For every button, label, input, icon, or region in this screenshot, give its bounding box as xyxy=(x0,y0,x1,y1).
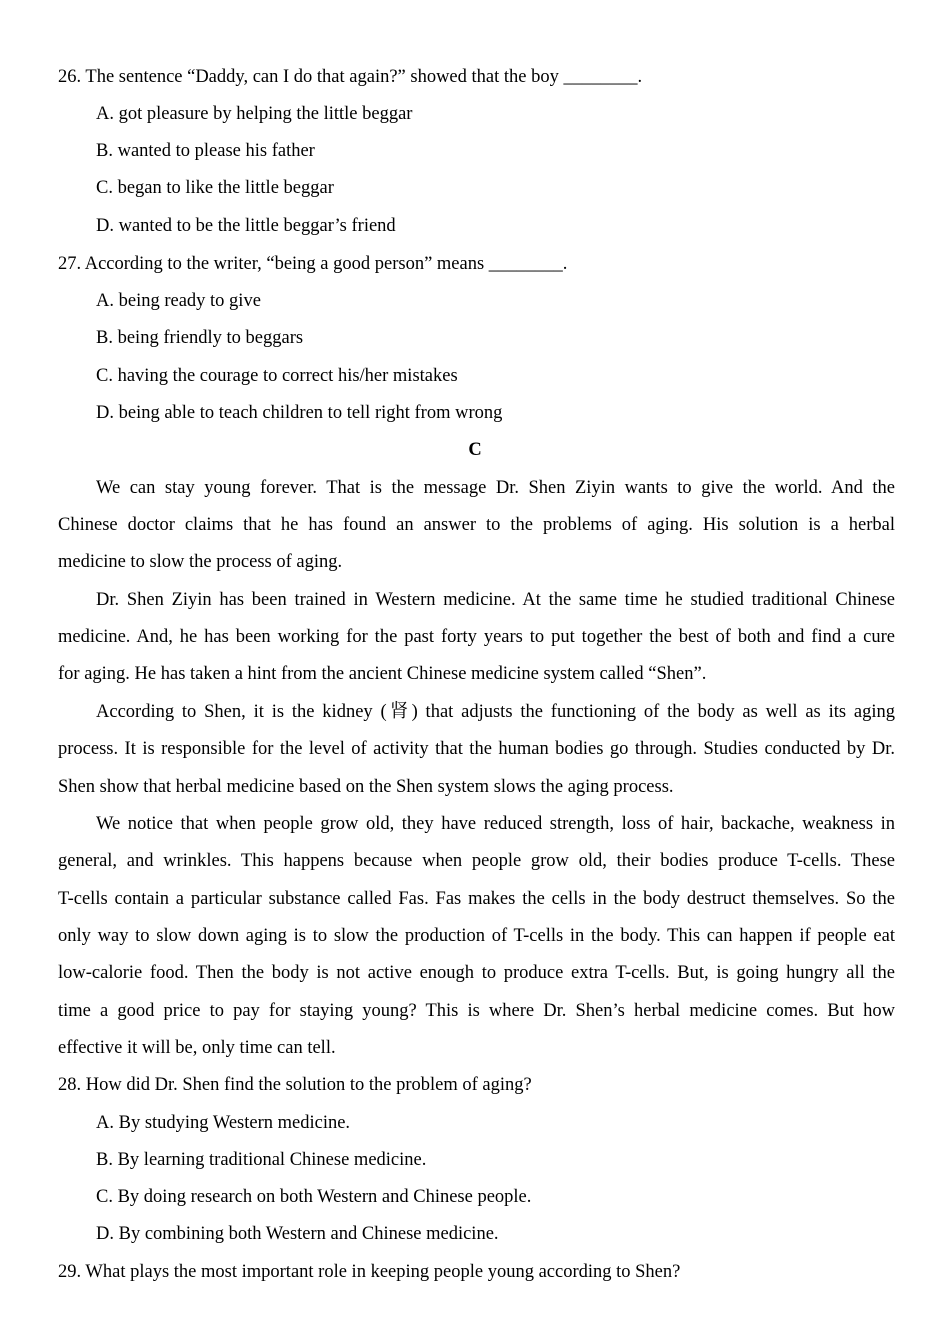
question-27-stem: 27. According to the writer, “being a good person” means ________. xyxy=(58,254,568,274)
passage-line: only way to slow down aging is to slow the production of T-cells in the body. This can happen if people eat xyxy=(58,926,895,946)
question-27-option-c: C. having the courage to correct his/her mistakes xyxy=(96,366,458,386)
question-26-option-c: C. began to like the little beggar xyxy=(96,178,334,198)
question-27-option-d: D. being able to teach children to tell right from wrong xyxy=(96,403,503,423)
passage-line: effective it will be, only time can tell. xyxy=(58,1038,336,1058)
passage-line: process. It is responsible for the level of activity that the human bodies go through. Studies conducted by Dr. xyxy=(58,739,895,759)
passage-line: medicine. And, he has been working for the past forty years to put together the best of both and find a cure xyxy=(58,627,895,647)
question-28-option-c: C. By doing research on both Western and Chinese people. xyxy=(96,1187,532,1207)
passage-line: general, and wrinkles. This happens because when people grow old, their bodies produce T-cells. These xyxy=(58,851,895,871)
question-28-stem: 28. How did Dr. Shen find the solution to the problem of aging? xyxy=(58,1075,532,1095)
question-27-option-b: B. being friendly to beggars xyxy=(96,328,304,348)
passage-line: for aging. He has taken a hint from the ancient Chinese medicine system called “Shen”. xyxy=(58,664,707,684)
question-26-option-a: A. got pleasure by helping the little beggar xyxy=(96,104,413,124)
question-28-option-b: B. By learning traditional Chinese medicine. xyxy=(96,1150,427,1170)
question-28-option-a: A. By studying Western medicine. xyxy=(96,1113,351,1133)
passage-line: We notice that when people grow old, they have reduced strength, loss of hair, backache, weakness in xyxy=(96,814,895,834)
question-28-option-d: D. By combining both Western and Chinese medicine. xyxy=(96,1224,499,1244)
question-26-option-d: D. wanted to be the little beggar’s friend xyxy=(96,216,396,236)
question-26-option-b: B. wanted to please his father xyxy=(96,141,315,161)
passage-line: Shen show that herbal medicine based on the Shen system slows the aging process. xyxy=(58,777,674,797)
passage-line: Dr. Shen Ziyin has been trained in Western medicine. At the same time he studied traditional Chinese xyxy=(96,590,895,610)
section-label: C xyxy=(468,440,482,460)
passage-line: medicine to slow the process of aging. xyxy=(58,552,343,572)
passage-line: T-cells contain a particular substance called Fas. Fas makes the cells in the body destruct themselves. So the xyxy=(58,889,895,909)
question-29-stem: 29. What plays the most important role in keeping people young according to Shen? xyxy=(58,1262,681,1282)
passage-line: Chinese doctor claims that he has found an answer to the problems of aging. His solution is a herbal xyxy=(58,515,895,535)
passage-line: According to Shen, it is the kidney (肾) that adjusts the functioning of the body as well as its aging xyxy=(96,702,895,722)
question-26-stem: 26. The sentence “Daddy, can I do that again?” showed that the boy ________. xyxy=(58,67,643,87)
passage-line: low-calorie food. Then the body is not active enough to produce extra T-cells. But, is going hungry all the xyxy=(58,963,895,983)
passage-line: We can stay young forever. That is the message Dr. Shen Ziyin wants to give the world. And the xyxy=(96,478,895,498)
question-27-option-a: A. being ready to give xyxy=(96,291,261,311)
passage-line: time a good price to pay for staying young? This is where Dr. Shen’s herbal medicine comes. But how xyxy=(58,1001,895,1021)
